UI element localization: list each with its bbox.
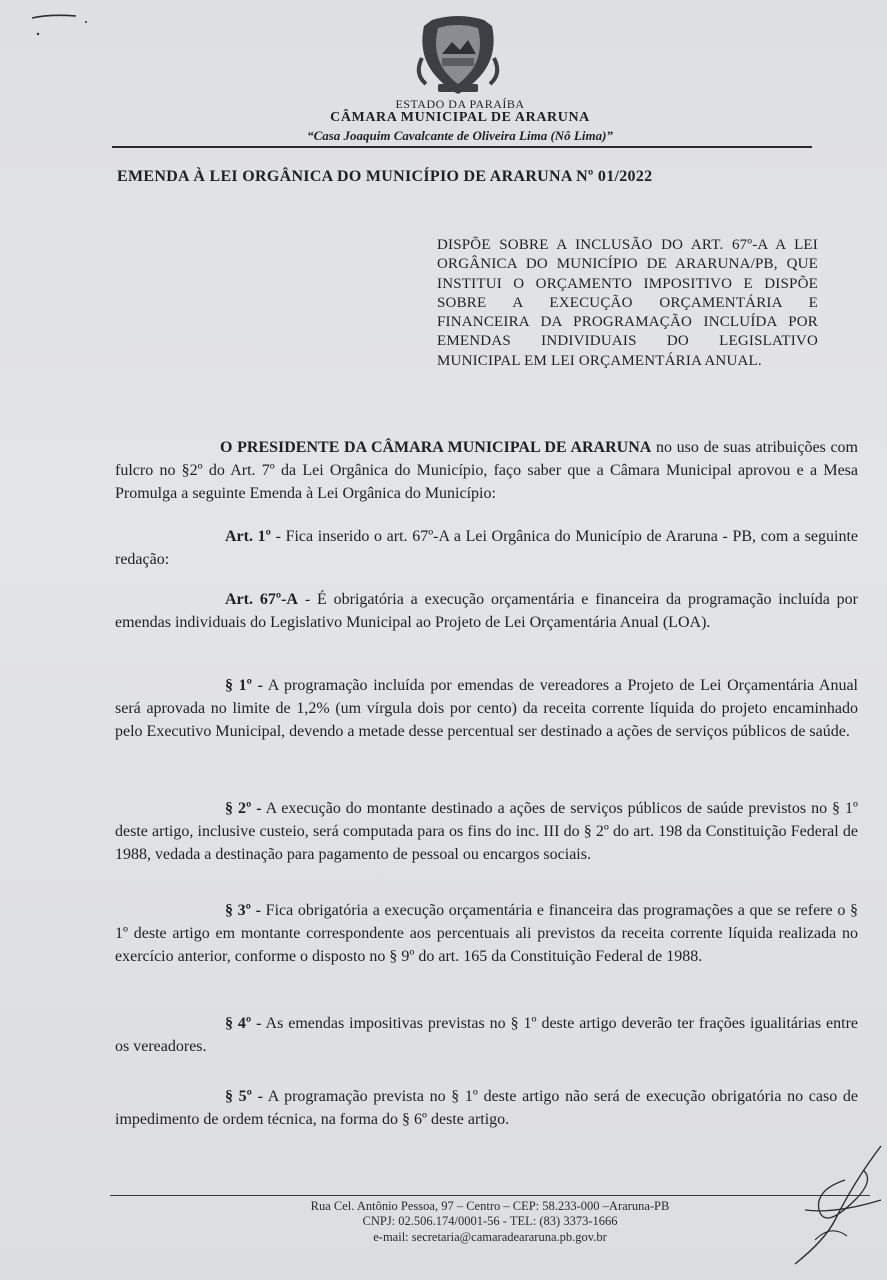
footer-divider xyxy=(110,1195,870,1196)
document-title: EMENDA À LEI ORGÂNICA DO MUNICÍPIO DE ARARUNA Nº 01/2022 xyxy=(117,168,653,185)
state-name: ESTADO DA PARAÍBA xyxy=(395,97,525,111)
ementa-text: DISPÕE SOBRE A INCLUSÃO DO ART. 67º-A A LEI ORGÂNICA DO MUNICÍPIO DE ARARUNA/PB, QUE INSTITUI O ORÇAMENTO IMPOSITIVO E DISPÕE SOBRE A EXECUÇÃO ORÇAMENTÁRIA E FINANCEIRA DA PROGRAMAÇÃO INCLUÍDA POR EMENDAS INDIVIDUAIS DO LEGISLATIVO MUNICIPAL EM LEI ORÇAMENTÁRIA ANUAL. xyxy=(437,237,818,369)
house-name: “Casa Joaquim Cavalcante de Oliveira Lima (Nô Lima)” xyxy=(307,128,613,143)
article-67a-label: Art. 67º-A xyxy=(225,591,298,608)
paragraph-3 xyxy=(115,899,858,968)
paragraph-5 xyxy=(115,1085,858,1131)
article-1-text: - Fica inserido o art. 67º-A a Lei Orgânica do Município de Araruna - PB, com a seguinte redação: xyxy=(115,528,859,568)
footer-address: Rua Cel. Antônio Pessoa, 97 – Centro – CEP: 58.233-000 –Araruna-PB xyxy=(310,1199,670,1213)
paragraph-2-text: A execução do montante destinado a ações de serviços públicos de saúde previstos no § 1º deste artigo, inclusive custeio, será computada para os fins do inc. III do § 2º do art. 198 da Constituição Federal de 1988, vedada a destinação para pagamento de pessoal ou encargos sociais. xyxy=(115,800,858,863)
paragraph-5-text: A programação prevista no § 1º deste artigo não será de execução obrigatória no caso de impedimento de ordem técnica, na forma do § 6º deste artigo. xyxy=(115,1088,858,1128)
paragraph-1-label: § 1º - xyxy=(225,677,263,694)
footer-cnpj: CNPJ: 02.506.174/0001-56 - TEL: (83) 3373-1666 xyxy=(362,1214,618,1228)
chamber-name: CÂMARA MUNICIPAL DE ARARUNA xyxy=(330,110,590,125)
intro-text: no uso de suas atribuições com fulcro no §2º do Art. 7º da Lei Orgânica do Município, faço saber que a Câmara Municipal aprovou e a Mesa Promulga a seguinte Emenda à Lei Orgânica do Município: xyxy=(115,439,858,502)
article-1-label: Art. 1º xyxy=(225,528,271,545)
article-67a-text: - É obrigatória a execução orçamentária e financeira da programação incluída por emendas individuais do Legislativo Municipal ao Projeto de Lei Orçamentária Anual (LOA). xyxy=(115,591,859,631)
paragraph-3-text: Fica obrigatória a execução orçamentária e financeira das programações a que se refere o § 1º deste artigo em montante correspondente aos percentuais ali previstos da receita corrente líquida realizada no exercício anterior, conforme o disposto no § 9º do art. 165 da Constituição Federal de 1988. xyxy=(115,902,859,965)
paragraph-4 xyxy=(115,1012,858,1058)
paragraph-3-label: § 3º - xyxy=(225,902,261,919)
paragraph-1 xyxy=(115,674,858,743)
paragraph-1-text: A programação incluída por emendas de vereadores a Projeto de Lei Orçamentária Anual será aprovada no limite de 1,2% (um vírgula dois por cento) da receita corrente líquida do projeto encaminhado pelo Executivo Municipal, devendo a metade desse percentual ser destinado a ações de serviços públicos de saúde. xyxy=(115,677,858,740)
header-divider xyxy=(112,146,812,148)
paragraph-4-text: As emendas impositivas previstas no § 1º deste artigo deverão ter frações igualitárias entre os vereadores. xyxy=(115,1015,858,1055)
intro-bold: O PRESIDENTE DA CÂMARA MUNICIPAL DE ARARUNA xyxy=(220,439,652,456)
intro-paragraph xyxy=(115,436,858,505)
article-1-paragraph xyxy=(115,525,858,571)
paragraph-2 xyxy=(115,797,858,866)
article-67a-paragraph xyxy=(115,588,858,634)
footer-email: e-mail: secretaria@camaradeararuna.pb.gov.br xyxy=(373,1230,607,1244)
paragraph-5-label: § 5º - xyxy=(225,1088,263,1105)
paragraph-2-label: § 2º - xyxy=(225,800,262,817)
municipal-crest-icon xyxy=(412,14,504,96)
handwritten-signature-icon xyxy=(785,1140,885,1270)
paragraph-4-label: § 4º - xyxy=(225,1015,262,1032)
pen-mark-icon xyxy=(30,10,90,40)
